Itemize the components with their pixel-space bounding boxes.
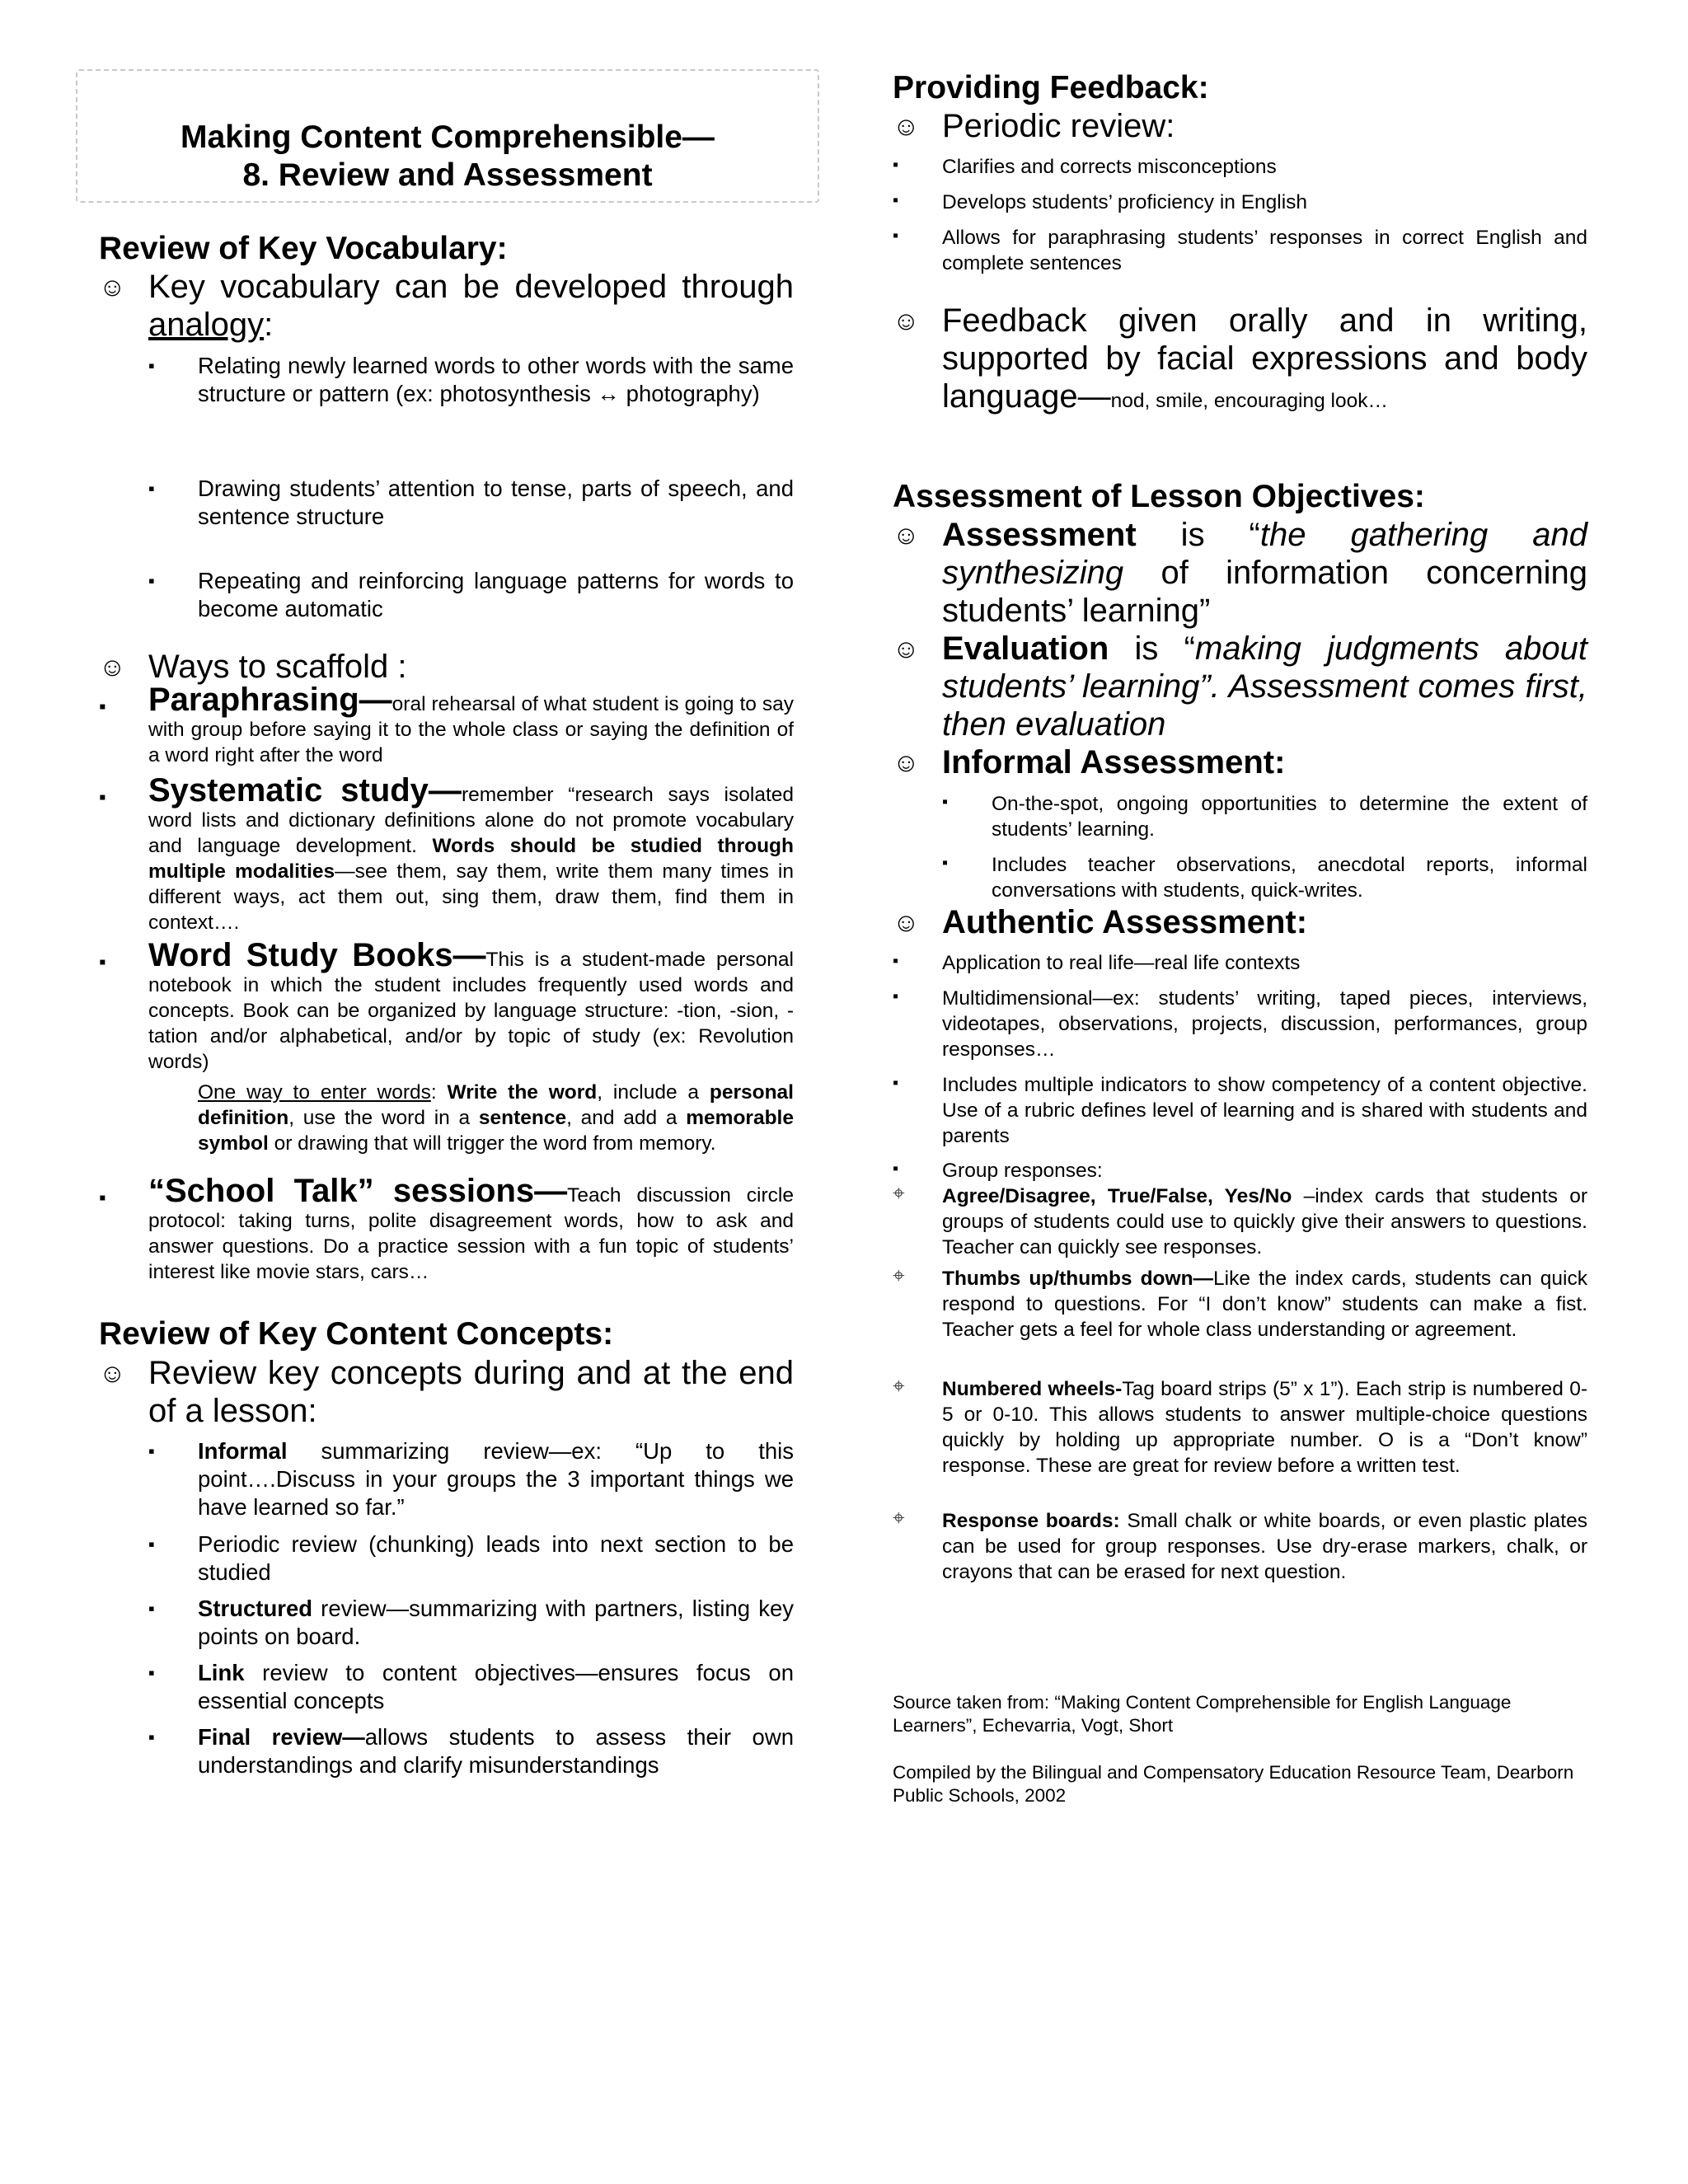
concept-item-2: ▪ Periodic review (chunking) leads into next section to be studied bbox=[148, 1531, 794, 1585]
title-box bbox=[76, 69, 819, 203]
square-bullet-icon: ▪ bbox=[893, 1074, 899, 1092]
crosshair-bullet-icon: ⌖ bbox=[893, 1373, 905, 1398]
periodic-point: ☺ Periodic review: bbox=[893, 108, 1175, 144]
school-talk-item: ▪ “School Talk” sessions—Teach discussion circle protocol: taking turns, polite disagreement words, how to ask and answer questions. Do a practice session with a fun topic of students’ interest like movie stars, cars… bbox=[99, 1173, 794, 1283]
square-bullet-icon: ▪ bbox=[893, 987, 899, 1005]
compiled-note: Compiled by the Bilingual and Compensatory Education Resource Team, Dearborn Public Schools, 2002 bbox=[893, 1762, 1574, 1806]
authentic-item-1: ▪ Application to real life—real life contexts bbox=[942, 950, 1587, 976]
informal-item-2: ▪ Includes teacher observations, anecdotal reports, informal conversations with students, quick-writes. bbox=[992, 852, 1587, 903]
square-bullet-icon: ▪ bbox=[893, 1160, 899, 1178]
smiley-icon: ☺ bbox=[99, 1358, 126, 1388]
smiley-icon: ☺ bbox=[893, 907, 920, 937]
vocab-point: ☺ Key vocabulary can be developed through analogy: bbox=[99, 269, 794, 343]
periodic-item-1: ▪ Clarifies and corrects misconceptions bbox=[942, 154, 1587, 180]
informal-item-1: ▪ On-the-spot, ongoing opportunities to determine the extent of students’ learning. bbox=[992, 791, 1587, 842]
concept-item-4: ▪ Link review to content objectives—ensures focus on essential concepts bbox=[148, 1660, 794, 1713]
vocab-item-3: ▪ Repeating and reinforcing language patterns for words to become automatic bbox=[148, 568, 794, 621]
square-bullet-icon: ▪ bbox=[99, 786, 106, 808]
smiley-icon: ☺ bbox=[893, 748, 920, 777]
smiley-icon: ☺ bbox=[99, 272, 126, 302]
informal-heading: ☺ Informal Assessment: bbox=[893, 744, 1286, 780]
square-bullet-icon: ▪ bbox=[148, 1727, 155, 1747]
square-bullet-icon: ▪ bbox=[148, 355, 155, 376]
group-item-2: ⌖ Thumbs up/thumbs down—Like the index cards, students can quick respond to questions. For “I don’t know” students can make a fist. Teacher gets a feel for whole class understanding or agreement. bbox=[893, 1263, 1587, 1341]
square-bullet-icon: ▪ bbox=[148, 1534, 155, 1554]
concept-item-5: ▪ Final review—allows students to assess their own understandings and clarify misunderstandings bbox=[148, 1724, 794, 1778]
smiley-icon: ☺ bbox=[893, 520, 920, 550]
vocab-item-2: ▪ Drawing students’ attention to tense, parts of speech, and sentence structure bbox=[148, 476, 794, 529]
vocab-item-1: ▪ Relating newly learned words to other words with the same structure or pattern (ex: photosynthesis ↔ photography) bbox=[148, 353, 794, 406]
square-bullet-icon: ▪ bbox=[893, 227, 899, 245]
paraphrasing-item: ▪ Paraphrasing—oral rehearsal of what student is going to say with group before saying it to the whole class or saying the definition of a word right after the word bbox=[99, 682, 794, 766]
concepts-heading: Review of Key Content Concepts: bbox=[99, 1316, 614, 1352]
group-item-4: ⌖ Response boards: Small chalk or white boards, or even plastic plates can be used for group responses. Use dry-erase markers, chalk, or crayons that can be erased for next question. bbox=[893, 1505, 1587, 1583]
square-bullet-icon: ▪ bbox=[942, 854, 949, 872]
crosshair-bullet-icon: ⌖ bbox=[893, 1505, 905, 1530]
concepts-point: ☺ Review key concepts during and at the end of a lesson: bbox=[99, 1355, 794, 1429]
smiley-icon: ☺ bbox=[99, 652, 126, 682]
smiley-icon: ☺ bbox=[893, 111, 920, 141]
authentic-item-2: ▪ Multidimensional—ex: students’ writing, taped pieces, interviews, videotapes, observations, projects, discussion, performances, group responses… bbox=[942, 986, 1587, 1062]
evaluation-point: ☺ Evaluation is “making judgments about students’ learning”. Assessment comes first, then evaluation bbox=[893, 630, 1587, 743]
authentic-item-3: ▪ Includes multiple indicators to show competency of a content objective. Use of a rubric defines level of learning and is shared with students and parents bbox=[942, 1072, 1587, 1149]
word-study-item: ▪ Word Study Books—This is a student-made personal notebook in which the student includes frequently used words and concepts. Book can be organized by language structure: -tion, -sion, -tation and/or alphabetical, and/or by topic of study (ex: Revolution words) bbox=[99, 937, 794, 1073]
square-bullet-icon: ▪ bbox=[942, 793, 949, 811]
square-bullet-icon: ▪ bbox=[893, 952, 899, 970]
title-line-1: Making Content Comprehensible— bbox=[181, 120, 715, 155]
square-bullet-icon: ▪ bbox=[99, 696, 106, 718]
square-bullet-icon: ▪ bbox=[148, 1598, 155, 1619]
source-note: Source taken from: “Making Content Comprehensible for English Language Learners”, Echevarria, Vogt, Short bbox=[893, 1692, 1512, 1736]
square-bullet-icon: ▪ bbox=[148, 570, 155, 591]
vocab-heading: Review of Key Vocabulary: bbox=[99, 231, 508, 266]
analogy-link-text: analogy bbox=[148, 307, 265, 343]
square-bullet-icon: ▪ bbox=[148, 1441, 155, 1461]
systematic-study-item: ▪ Systematic study—remember “research says isolated word lists and dictionary definitions alone do not promote vocabulary and language development. Words should be studied through multiple modalities—see them, say them, write them many times in different ways, act them out, sing them, draw them, find them in context…. bbox=[99, 772, 795, 934]
assessment-heading: Assessment of Lesson Objectives: bbox=[893, 479, 1425, 514]
crosshair-bullet-icon: ⌖ bbox=[893, 1180, 905, 1205]
square-bullet-icon: ▪ bbox=[148, 1662, 155, 1683]
periodic-item-2: ▪ Develops students’ proficiency in English bbox=[942, 190, 1587, 215]
smiley-icon: ☺ bbox=[893, 306, 920, 335]
square-bullet-icon: ▪ bbox=[99, 951, 106, 973]
group-item-3: ⌖ Numbered wheels-Tag board strips (5” x 1”). Each strip is numbered 0-5 or 0-10. This allows students to answer multiple-choice questions quickly by holding up appropriate number. O is a “Don’t know” response. These are great for review before a written test. bbox=[893, 1373, 1587, 1477]
group-item-1: ⌖ Agree/Disagree, True/False, Yes/No –index cards that students or groups of students could use to quickly give their answers to questions. Teacher can quickly see responses. bbox=[893, 1180, 1587, 1258]
smiley-icon: ☺ bbox=[893, 634, 920, 663]
one-way-subitem: One way to enter words: Write the word, include a personal definition, use the word in a sentence, and add a memorable symbol or drawing that will trigger the word from memory. bbox=[198, 1081, 794, 1155]
concept-item-1: ▪ Informal summarizing review—ex: “Up to this point….Discuss in your groups the 3 important things we have learned so far.” bbox=[148, 1438, 794, 1520]
scaffold-point: ☺ Ways to scaffold : bbox=[99, 649, 407, 685]
concept-item-3: ▪ Structured review—summarizing with partners, listing key points on board. bbox=[148, 1596, 794, 1649]
periodic-item-3: ▪ Allows for paraphrasing students’ responses in correct English and complete sentences bbox=[942, 225, 1587, 276]
square-bullet-icon: ▪ bbox=[893, 191, 899, 209]
authentic-heading: ☺ Authentic Assessment: bbox=[893, 904, 1308, 940]
title-line-2: 8. Review and Assessment bbox=[242, 157, 653, 193]
square-bullet-icon: ▪ bbox=[99, 1187, 106, 1209]
square-bullet-icon: ▪ bbox=[893, 156, 899, 174]
square-bullet-icon: ▪ bbox=[148, 478, 155, 499]
crosshair-bullet-icon: ⌖ bbox=[893, 1263, 905, 1287]
assessment-point: ☺ Assessment is “the gathering and synthesizing of information concerning students’ learning” bbox=[893, 517, 1587, 629]
authentic-item-4: ▪ Group responses: bbox=[942, 1158, 1587, 1183]
feedback-heading: Providing Feedback: bbox=[893, 70, 1209, 105]
feedback-point: ☺ Feedback given orally and in writing, supported by facial expressions and body language—nod, smile, encouraging look… bbox=[893, 302, 1587, 415]
